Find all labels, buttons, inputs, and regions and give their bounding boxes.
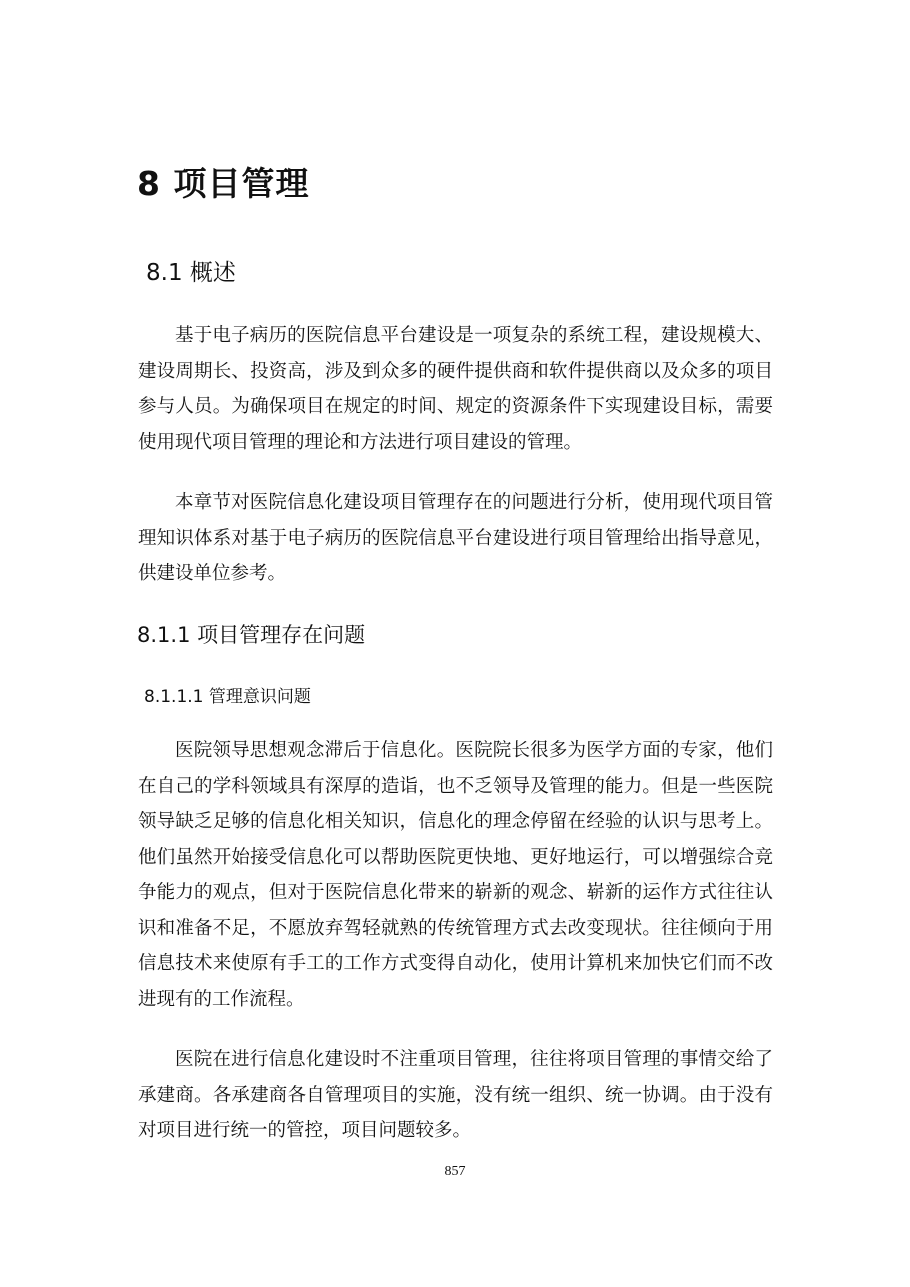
page-number: 857 [444,1164,466,1179]
paragraph: 本章节对医院信息化建设项目管理存在的问题进行分析，使用现代项目管理知识体系对基于电子病历的医院信息平台建设进行项目管理给出指导意见，供建设单位参考。 [138,492,773,584]
paragraph: 基于电子病历的医院信息平台建设是一项复杂的系统工程，建设规模大、建设周期长、投资高，涉及到众多的硬件提供商和软件提供商以及众多的项目参与人员。为确保项目在规定的时间、规定的资源条件下实现建设目标，需要使用现代项目管理的理论和方法进行项目建设的管理。 [138,325,773,453]
section-heading: 8.1 概述 [146,260,236,286]
subsubsection-heading: 8.1.1.1 管理意识问题 [144,687,311,707]
subsection-heading: 8.1.1 项目管理存在问题 [137,623,366,647]
paragraph: 医院在进行信息化建设时不注重项目管理，往往将项目管理的事情交给了承建商。各承建商各自管理项目的实施，没有统一组织、统一协调。由于没有对项目进行统一的管控，项目问题较多。 [138,1049,773,1141]
chapter-title: 8 项目管理 [137,164,310,203]
paragraph: 医院领导思想观念滞后于信息化。医院院长很多为医学方面的专家，他们在自己的学科领域具有深厚的造诣，也不乏领导及管理的能力。但是一些医院领导缺乏足够的信息化相关知识，信息化的理念停留在经验的认识与思考上。他们虽然开始接受信息化可以帮助医院更快地、更好地运行，可以增强综合竞争能力的观点，但对于医院信息化带来的崭新的观念、崭新的运作方式往往认识和准备不足，不愿放弃驾轻就熟的传统管理方式去改变现状。往往倾向于用信息技术来使原有手工的工作方式变得自动化，使用计算机来加快它们而不改进现有的工作流程。 [138,740,773,1010]
